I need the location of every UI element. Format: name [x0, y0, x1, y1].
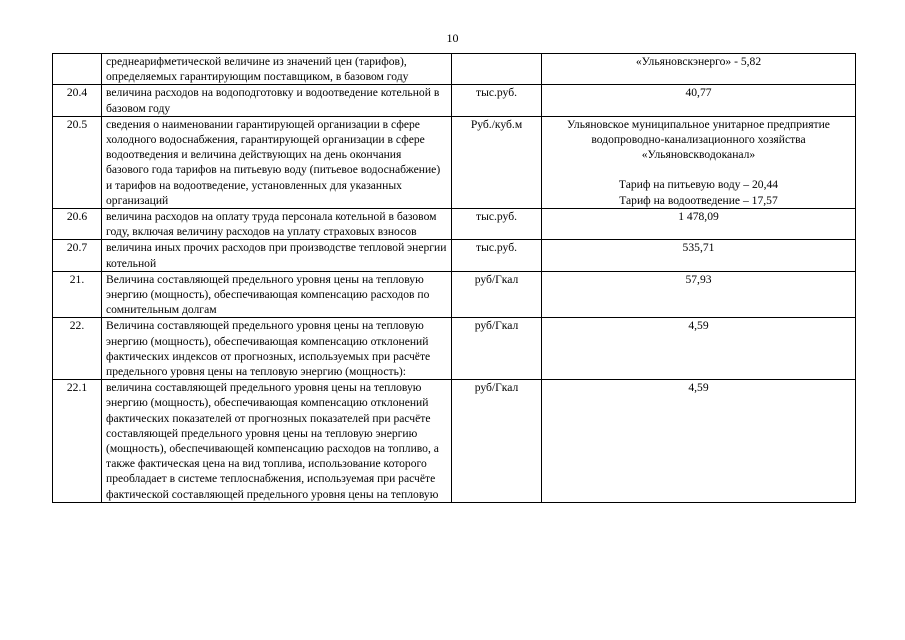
row-number: 22.: [53, 318, 102, 380]
row-value: [542, 116, 856, 208]
row-number: 20.6: [53, 209, 102, 240]
table-row: [53, 116, 856, 208]
row-unit: [452, 54, 542, 85]
row-number: 20.7: [53, 240, 102, 271]
row-description: величина иных прочих расходов при производстве тепловой энергии котельной: [102, 240, 452, 271]
table-row: [53, 271, 856, 318]
row-value: 40,77: [542, 85, 856, 116]
table-row: [53, 54, 856, 85]
row-unit: руб/Гкал: [452, 271, 542, 318]
drinking-water-tariff: Тариф на питьевую воду – 20,44: [618, 178, 779, 192]
table-row: [53, 380, 856, 503]
row-description: Величина составляющей предельного уровня цены на тепловую энергию (мощность), обеспечивающая компенсацию отклонений фактических индексов от прогнозных, используемых при расчёте предельного уровня цены на тепловую энергию (мощность):: [102, 318, 452, 380]
row-description: сведения о наименовании гарантирующей организации в сфере холодного водоснабжения, гарантирующей организации в сфере водоотведения и величина действующих на день окончания базового года тарифов на питьевую воду (питьевое водоснабжение) и тарифов на водоотведение, установленных для указанных организаций: [102, 116, 452, 208]
table-row: [53, 209, 856, 240]
tariff-table: [52, 53, 856, 503]
row-description: Величина составляющей предельного уровня цены на тепловую энергию (мощность), обеспечивающая компенсацию расходов по сомнительным долгам: [102, 271, 452, 318]
row-description: величина расходов на оплату труда персонала котельной в базовом году, включая величину расходов на уплату страховых взносов: [102, 209, 452, 240]
row-unit: тыс.руб.: [452, 209, 542, 240]
row-value: 4,59: [542, 318, 856, 380]
row-value: 57,93: [542, 271, 856, 318]
row-unit: Руб./куб.м: [452, 116, 542, 208]
row-unit: руб/Гкал: [452, 380, 542, 503]
row-number: 20.4: [53, 85, 102, 116]
row-unit: тыс.руб.: [452, 85, 542, 116]
table-row: [53, 240, 856, 271]
row-unit: руб/Гкал: [452, 318, 542, 380]
row-value: 1 478,09: [542, 209, 856, 240]
row-unit: тыс.руб.: [452, 240, 542, 271]
page-number: 10: [446, 31, 459, 45]
row-number: 21.: [53, 271, 102, 318]
row-number: 20.5: [53, 116, 102, 208]
row-description: величина составляющей предельного уровня цены на тепловую энергию (мощность), обеспечивающая компенсацию отклонений фактических показателей от прогнозных показателей при расчёте составляющей предельного уровня цены на тепловую энергию (мощность), обеспечивающей компенсацию расходов на топливо, а также фактическая цена на вид топлива, использование которого преобладает в системе теплоснабжения, используемая при расчёте фактической составляющей предельного уровня цены на тепловую: [102, 380, 452, 503]
water-utility-name: Ульяновское муниципальное унитарное предприятие водопроводно-канализационного хозяйства «Ульяновскводоканал»: [567, 117, 830, 162]
drainage-tariff: Тариф на водоотведение – 17,57: [619, 193, 778, 207]
table-row: [53, 318, 856, 380]
table-row: [53, 85, 856, 116]
row-value: 4,59: [542, 380, 856, 503]
row-description: среднеарифметической величине из значений цен (тарифов), определяемых гарантирующим поставщиком, в базовом году: [102, 54, 452, 85]
row-number: 22.1: [53, 380, 102, 503]
row-number: [53, 54, 102, 85]
row-description: величина расходов на водоподготовку и водоотведение котельной в базовом году: [102, 85, 452, 116]
row-value: 535,71: [542, 240, 856, 271]
row-value: «Ульяновскэнерго» - 5,82: [542, 54, 856, 85]
